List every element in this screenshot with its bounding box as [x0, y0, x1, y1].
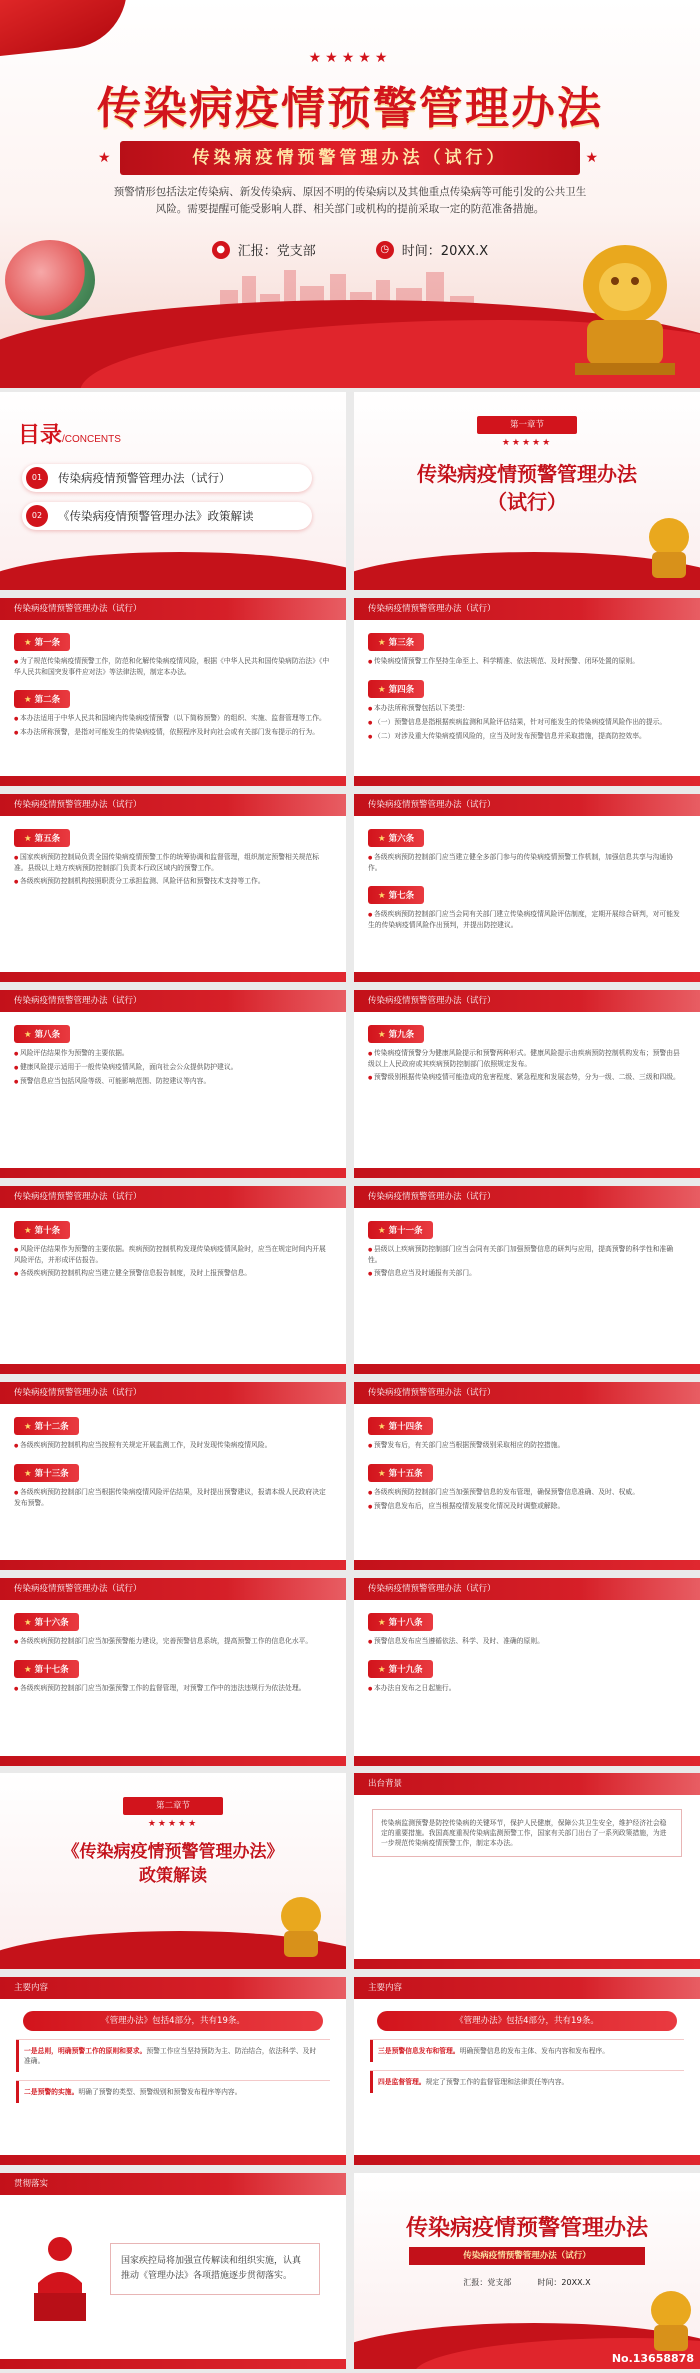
article-section — [14, 630, 332, 677]
hero-description: 预警情形包括法定传染病、新发传染病、原因不明的传染病以及其他重点传染病等可能引发的公共卫生风险。需要提醒可能受影响人群、相关部门或机构的提前采取一定的防范准备措施。 — [113, 186, 587, 215]
content-item: 四是监督管理。规定了预警工作的监督管理和法律责任等内容。 — [370, 2070, 684, 2093]
article-tag: ★ 第五条 — [14, 829, 70, 847]
article-paragraph: ● 各级疾病预防控制部门应当会同有关部门建立传染病疫情风险评估制度，定期开展综合研判，对可能发生的传染病疫情风险作出预判，并提出防控建议。 — [368, 909, 686, 930]
toc-slide — [0, 392, 346, 590]
slide-header: 传染病疫情预警管理办法（试行） — [0, 1578, 346, 1600]
slide-header: 主要内容 — [0, 1977, 346, 1999]
article-paragraph: ● 县级以上疾病预防控制部门应当会同有关部门加强预警信息的研判与应用，提高预警的科学性和准确性。 — [368, 1244, 686, 1265]
article-text — [14, 1487, 332, 1508]
content-slide — [0, 1382, 346, 1570]
slide-header: 传染病疫情预警管理办法（试行） — [354, 1186, 700, 1208]
slide-footer — [0, 2155, 346, 2165]
article-text — [368, 1683, 686, 1694]
article-paragraph: ● 风险评估结果作为预警的主要依据。 — [14, 1048, 332, 1059]
article-section — [368, 826, 686, 873]
slide-footer — [354, 1959, 700, 1969]
article-section — [368, 1461, 686, 1512]
article-section — [14, 1461, 332, 1508]
article-paragraph: ● （二）对涉及重大传染病疫情风险的，应当及时发布预警信息并采取措施，提高防控效率。 — [368, 731, 686, 742]
article-paragraph: ● 各级疾病预防控制机构按照职责分工承担监测、风险评估和预警技术支持等工作。 — [14, 876, 332, 887]
article-paragraph: ● （一）预警信息是指根据疾病监测和风险评估结果，针对可能发生的传染病疫情风险作出的提示。 — [368, 717, 686, 728]
end-title: 传染病疫情预警管理办法 — [405, 2215, 648, 2241]
slide-footer — [354, 776, 700, 786]
slide-footer — [354, 1560, 700, 1570]
toc-item-2[interactable] — [22, 502, 312, 530]
article-paragraph: ● 各级疾病预防控制机构应当建立健全预警信息报告制度，及时上报预警信息。 — [14, 1268, 332, 1279]
article-section — [14, 1218, 332, 1279]
end-subtitle: 传染病疫情预警管理办法（试行） — [409, 2247, 645, 2265]
slide-header: 主要内容 — [354, 1977, 700, 1999]
article-text — [368, 656, 686, 667]
toc-item-1[interactable] — [22, 464, 312, 492]
article-paragraph: ● 风险评估结果作为预警的主要依据。疾病预防控制机构发现传染病疫情风险时，应当在规定时间内开展风险评估，并形成评估报告。 — [14, 1244, 332, 1265]
article-paragraph: ● 各级疾病预防控制部门应当建立健全多部门参与的传染病疫情预警工作机制，加强信息共享与沟通协作。 — [368, 852, 686, 873]
slide-footer — [0, 972, 346, 982]
toc-num: 02 — [26, 505, 48, 527]
article-paragraph: ● 各级疾病预防控制部门应当加强预警能力建设，完善预警信息系统，提高预警工作的信息化水平。 — [14, 1636, 332, 1647]
article-text — [368, 1244, 686, 1279]
slide-header: 传染病疫情预警管理办法（试行） — [0, 794, 346, 816]
article-section — [368, 1414, 686, 1451]
time-info — [376, 240, 488, 259]
work-text: 国家疾控局将加强宣传解读和组织实施，认真推动《管理办法》各项措施逐步贯彻落实。 — [110, 2243, 320, 2295]
article-tag: ★ 第六条 — [368, 829, 424, 847]
content-slide — [0, 1578, 346, 1766]
article-tag: ★ 第四条 — [368, 680, 424, 698]
article-paragraph: ● 各级疾病预防控制机构应当按照有关规定开展监测工作，及时发现传染病疫情风险。 — [14, 1440, 332, 1451]
toc-label: 《传染病疫情预警管理办法》政策解读 — [58, 509, 254, 523]
article-section — [14, 826, 332, 887]
speaker-icon — [30, 2233, 90, 2323]
article-section — [368, 1022, 686, 1083]
article-text — [14, 852, 332, 887]
end-slide — [354, 2173, 700, 2369]
slide-footer — [354, 2155, 700, 2165]
article-section — [14, 1022, 332, 1087]
slide-header: 传染病疫情预警管理办法（试行） — [0, 1186, 346, 1208]
golden-lion-icon — [644, 512, 694, 582]
golden-lion-icon — [276, 1891, 326, 1961]
content-slide — [354, 794, 700, 982]
title-stars: ★★★★★ — [308, 50, 392, 66]
article-paragraph: ● 传染病疫情预警工作坚持生命至上、科学精准、依法规范、及时预警、闭环处置的原则。 — [368, 656, 686, 667]
article-section — [368, 630, 686, 667]
article-paragraph: ● 预警发布后，有关部门应当根据预警级别采取相应的防控措施。 — [368, 1440, 686, 1451]
chapter-badge: 第二章节 — [123, 1797, 223, 1815]
slide-header: 传染病疫情预警管理办法（试行） — [354, 598, 700, 620]
chapter-stars: ★★★★★ — [147, 1819, 199, 1829]
content-slide — [354, 1382, 700, 1570]
clock-icon: ◷ — [376, 241, 394, 259]
article-tag: ★ 第七条 — [368, 886, 424, 904]
slide-footer — [0, 1364, 346, 1374]
chapter-title: 《传染病疫情预警管理办法》 — [62, 1842, 284, 1862]
chapter-title-2: （试行） — [487, 490, 567, 514]
article-tag: ★ 第一条 — [14, 633, 70, 651]
article-paragraph: ● 为了规范传染病疫情预警工作，防范和化解传染病疫情风险，根据《中华人民共和国传染病防治法》《中华人民共和国突发事件应对法》等法律法规，制定本办法。 — [14, 656, 332, 677]
article-tag: ★ 第十条 — [14, 1221, 70, 1239]
content-slide — [354, 598, 700, 786]
article-section — [368, 1657, 686, 1694]
content-slide — [0, 990, 346, 1178]
slide-footer — [0, 1756, 346, 1766]
slide-footer — [0, 776, 346, 786]
article-tag: ★ 第十四条 — [368, 1417, 433, 1435]
article-section — [14, 1657, 332, 1694]
hero-subtitle-ribbon: ★ 传染病疫情预警管理办法（试行） ★ — [120, 141, 580, 175]
chapter2-slide — [0, 1773, 346, 1969]
article-tag: ★ 第九条 — [368, 1025, 424, 1043]
article-paragraph: ● 各级疾病预防控制部门应当根据传染病疫情风险评估结果，及时提出预警建议，报请本级人民政府决定发布预警。 — [14, 1487, 332, 1508]
content-slide — [354, 1578, 700, 1766]
slide-footer — [354, 1364, 700, 1374]
article-paragraph: ● 健康风险提示适用于一般传染病疫情风险，面向社会公众提供防护建议。 — [14, 1062, 332, 1073]
hero-slide — [0, 0, 700, 388]
red-wave-decoration — [0, 552, 346, 590]
article-text — [14, 656, 332, 677]
article-text — [368, 703, 686, 742]
article-section — [14, 687, 332, 738]
slide-header: 传染病疫情预警管理办法（试行） — [0, 1382, 346, 1404]
article-paragraph: ● 传染病疫情预警分为健康风险提示和预警两种形式。健康风险提示由疾病预防控制机构发布；预警由县级以上人民政府或其疾病预防控制部门依照规定发布。 — [368, 1048, 686, 1069]
content-slide — [0, 1186, 346, 1374]
chapter1-slide — [354, 392, 700, 590]
content-slide — [0, 794, 346, 982]
article-tag: ★ 第十二条 — [14, 1417, 79, 1435]
golden-lion-icon — [646, 2285, 696, 2355]
content-item: 一是总则，明确预警工作的原则和要求。预警工作应当坚持预防为主、防治结合，依法科学、及时准确。 — [16, 2039, 330, 2072]
article-text — [14, 1683, 332, 1694]
content-item: 三是预警信息发布和管理。明确预警信息的发布主体、发布内容和发布程序。 — [370, 2039, 684, 2062]
summary-pill: 《管理办法》包括4部分，共有19条。 — [23, 2011, 323, 2031]
summary-pill: 《管理办法》包括4部分，共有19条。 — [377, 2011, 677, 2031]
content-slide — [354, 1186, 700, 1374]
article-text — [14, 1440, 332, 1451]
time-text: 时间：20XX.X — [537, 2278, 591, 2287]
slide-header: 传染病疫情预警管理办法（试行） — [0, 598, 346, 620]
article-text — [368, 852, 686, 873]
toc-label: 传染病疫情预警管理办法（试行） — [58, 471, 231, 485]
slide-footer — [0, 1560, 346, 1570]
hero-title: 传染病疫情预警管理办法 — [97, 83, 603, 134]
reporter-text: 汇报：党支部 — [463, 2278, 512, 2287]
reporter-info — [212, 240, 316, 259]
slide-header: 传染病疫情预警管理办法（试行） — [354, 1578, 700, 1600]
article-tag: ★ 第十九条 — [368, 1660, 433, 1678]
chapter-stars: ★★★★★ — [501, 438, 553, 448]
background-slide — [354, 1773, 700, 1969]
article-paragraph: ● 各级疾病预防控制部门应当加强预警工作的监督管理，对预警工作中的违法违规行为依法处理。 — [14, 1683, 332, 1694]
article-tag: ★ 第二条 — [14, 690, 70, 708]
article-tag: ★ 第十六条 — [14, 1613, 79, 1631]
time-text: 时间：20XX.X — [401, 244, 489, 259]
article-text — [368, 1487, 686, 1512]
slide-header: 传染病疫情预警管理办法（试行） — [354, 990, 700, 1012]
article-section — [368, 883, 686, 930]
main-content-slide-2 — [354, 1977, 700, 2165]
article-section — [368, 677, 686, 742]
article-text — [368, 1048, 686, 1083]
work-slide — [0, 2173, 346, 2369]
article-paragraph: ● 本办法自发布之日起施行。 — [368, 1683, 686, 1694]
content-slide — [354, 990, 700, 1178]
article-section — [14, 1414, 332, 1451]
chapter-badge: 第一章节 — [477, 416, 577, 434]
content-slide — [0, 598, 346, 786]
article-tag: ★ 第十三条 — [14, 1464, 79, 1482]
article-text — [14, 1048, 332, 1087]
article-paragraph: ● 预警信息发布应当遵循依法、科学、及时、准确的原则。 — [368, 1636, 686, 1647]
article-tag: ★ 第三条 — [368, 633, 424, 651]
background-text: 传染病监测预警是防控传染病的关键环节，保护人民健康，保障公共卫生安全，维护经济社会稳定的重要措施。我国高度重视传染病监测预警工作，国家有关部门出台了一系列政策措施，为进一步规范传染病疫情预警工作，制定本办法。 — [372, 1809, 682, 1857]
chapter-title-2: 政策解读 — [139, 1866, 207, 1886]
article-paragraph: ● 本办法所称预警，是指对可能发生的传染病疫情，依照程序及时向社会或有关部门发布提示的行为。 — [14, 727, 332, 738]
main-content-slide-1 — [0, 1977, 346, 2165]
slide-footer — [0, 2359, 346, 2369]
slide-header: 传染病疫情预警管理办法（试行） — [354, 794, 700, 816]
article-tag: ★ 第八条 — [14, 1025, 70, 1043]
article-paragraph: ● 预警信息发布后，应当根据疫情发展变化情况及时调整或解除。 — [368, 1501, 686, 1512]
content-item: 二是预警的实施。明确了预警的类型、预警级别和预警发布程序等内容。 — [16, 2080, 330, 2103]
golden-lion-icon — [565, 225, 685, 375]
article-section — [368, 1218, 686, 1279]
article-text — [14, 713, 332, 738]
slide-header: 传染病疫情预警管理办法（试行） — [354, 1382, 700, 1404]
article-paragraph: ● 本办法所称预警包括以下类型： — [368, 703, 686, 714]
article-text — [14, 1636, 332, 1647]
article-text — [368, 909, 686, 930]
toc-title: 目录/CONCENTS — [18, 422, 121, 448]
toc-num: 01 — [26, 467, 48, 489]
article-tag: ★ 第十五条 — [368, 1464, 433, 1482]
slide-footer — [354, 972, 700, 982]
slide-footer — [354, 1168, 700, 1178]
slide-header: 贯彻落实 — [0, 2173, 346, 2195]
person-icon: ● — [212, 241, 230, 259]
article-section — [14, 1610, 332, 1647]
article-section — [368, 1610, 686, 1647]
flower-decoration — [5, 240, 95, 320]
article-text — [14, 1244, 332, 1279]
article-paragraph: ● 预警信息应当及时通报有关部门。 — [368, 1268, 686, 1279]
chapter-title: 传染病疫情预警管理办法 — [417, 462, 637, 486]
article-paragraph: ● 国家疾病预防控制局负责全国传染病疫情预警工作的统筹协调和监督管理，组织制定预警相关规范标准。县级以上地方疾病预防控制部门负责本行政区域内的预警工作。 — [14, 852, 332, 873]
article-paragraph: ● 预警信息应当包括风险等级、可能影响范围、防控建议等内容。 — [14, 1076, 332, 1087]
slide-header: 传染病疫情预警管理办法（试行） — [0, 990, 346, 1012]
article-tag: ★ 第十一条 — [368, 1221, 433, 1239]
watermark-text: No.13658878 — [611, 2352, 694, 2365]
article-paragraph: ● 预警级别根据传染病疫情可能造成的危害程度、紧急程度和发展态势，分为一级、二级、三级和四级。 — [368, 1072, 686, 1083]
slide-header: 出台背景 — [354, 1773, 700, 1795]
reporter-text: 汇报：党支部 — [237, 244, 316, 259]
article-text — [368, 1440, 686, 1451]
slide-footer — [354, 1756, 700, 1766]
article-tag: ★ 第十七条 — [14, 1660, 79, 1678]
article-paragraph: ● 本办法适用于中华人民共和国境内传染病疫情预警（以下简称预警）的组织、实施、监督管理等工作。 — [14, 713, 332, 724]
article-paragraph: ● 各级疾病预防控制部门应当加强预警信息的发布管理，确保预警信息准确、及时、权威。 — [368, 1487, 686, 1498]
article-text — [368, 1636, 686, 1647]
article-tag: ★ 第十八条 — [368, 1613, 433, 1631]
slide-footer — [0, 1168, 346, 1178]
